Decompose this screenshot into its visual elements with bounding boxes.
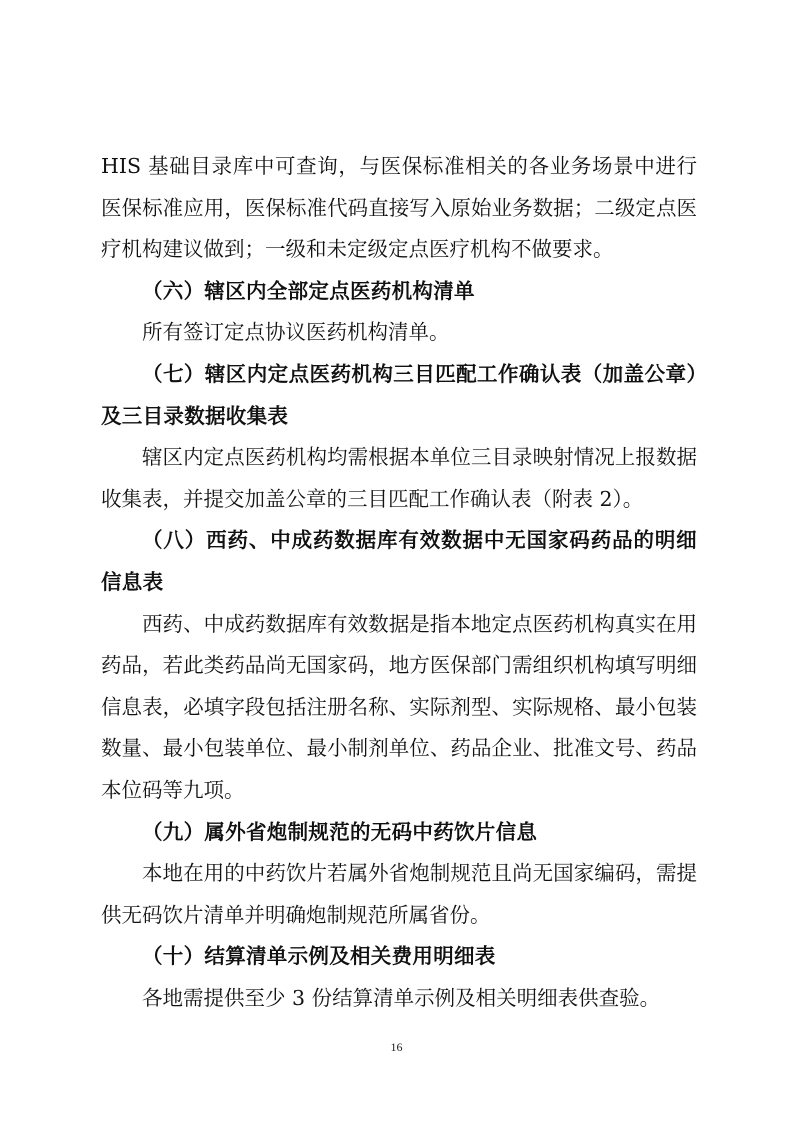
page-number: 16 [390,1040,403,1054]
paragraph-9: 本地在用的中药饮片若属外省炮制规范且尚无国家编码，需提供无码饮片清单并明确炮制规范所属省份。 [101,861,697,927]
heading-10: （十）结算清单示例及相关费用明细表 [142,944,496,969]
paragraph-7: 辖区内定点医药机构均需根据本单位三目录映射情况上报数据收集表，并提交加盖公章的三目匹配工作确认表（附表 2）。 [101,445,697,511]
heading-9: （九）属外省炮制规范的无码中药饮片信息 [142,819,538,844]
paragraph-10: 各地需提供至少 3 份结算清单示例及相关明细表供查验。 [142,985,661,1010]
paragraph-6: 所有签订定点协议医药机构清单。 [142,320,450,345]
body-text [101,146,697,1019]
heading-6: （六）辖区内全部定点医药机构清单 [142,278,475,303]
paragraph-8: 西药、中成药数据库有效数据是指本地定点医药机构真实在用药品，若此类药品尚无国家码，地方医保部门需组织机构填写明细信息表，必填字段包括注册名称、实际剂型、实际规格、最小包装数量、最小包装单位、最小制剂单位、药品企业、批准文号、药品本位码等九项。 [101,611,697,802]
paragraph-intro: HIS 基础目录库中可查询，与医保标准相关的各业务场景中进行医保标准应用，医保标准代码直接写入原始业务数据；二级定点医疗机构建议做到；一级和未定级定点医疗机构不做要求。 [101,154,697,262]
heading-8: （八）西药、中成药数据库有效数据中无国家码药品的明细信息表 [101,528,697,594]
heading-7: （七）辖区内定点医药机构三目匹配工作确认表（加盖公章）及三目录数据收集表 [101,361,697,428]
